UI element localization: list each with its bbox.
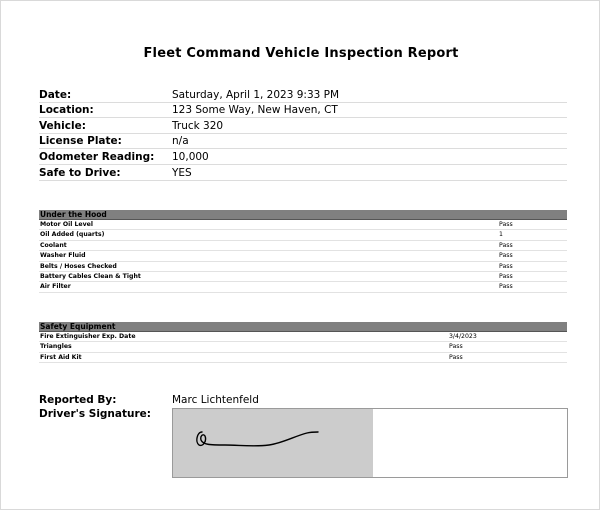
signature-box <box>172 408 568 478</box>
row-label: Oil Added (quarts) <box>40 231 105 239</box>
info-value: Saturday, April 1, 2023 9:33 PM <box>172 88 340 101</box>
row-value: Pass <box>499 283 513 291</box>
section-header: Safety Equipment <box>39 322 567 332</box>
row-label: Fire Extinguisher Exp. Date <box>40 333 136 340</box>
safety-equipment-section <box>39 322 567 363</box>
vehicle-info-table <box>39 87 567 181</box>
signature-stroke <box>173 409 373 477</box>
row-label: Coolant <box>40 241 67 249</box>
row-value: Pass <box>499 252 513 260</box>
info-row-vehicle <box>39 118 567 134</box>
reported-by-label: Reported By: <box>39 394 117 406</box>
info-row-license-plate <box>39 134 567 150</box>
signature-image <box>173 409 373 477</box>
table-row <box>39 342 567 352</box>
info-value: 123 Some Way, New Haven, CT <box>172 104 338 117</box>
info-row-safe-to-drive <box>39 165 567 181</box>
row-value: Pass <box>449 343 463 351</box>
reported-by-value: Marc Lichtenfeld <box>172 394 259 406</box>
row-value: Pass <box>499 262 513 270</box>
table-row <box>39 353 567 363</box>
table-row <box>39 230 567 240</box>
table-row <box>39 251 567 261</box>
row-label: Air Filter <box>40 283 71 291</box>
row-value: Pass <box>449 353 463 361</box>
info-value: Truck 320 <box>172 119 224 132</box>
table-row <box>39 332 567 342</box>
row-label: Washer Fluid <box>40 252 86 260</box>
info-value: n/a <box>172 135 189 148</box>
table-row <box>39 282 567 292</box>
row-value: 3/4/2023 <box>449 333 477 340</box>
info-value: YES <box>172 166 192 179</box>
row-label: Triangles <box>40 343 72 351</box>
info-label: Odometer Reading: <box>39 150 155 163</box>
info-label: Safe to Drive: <box>39 166 121 179</box>
info-row-location <box>39 103 567 119</box>
info-label: License Plate: <box>39 135 122 148</box>
table-row <box>39 241 567 251</box>
info-label: Date: <box>39 88 72 101</box>
info-label: Vehicle: <box>39 119 86 132</box>
info-row-date <box>39 87 567 103</box>
table-row <box>39 262 567 272</box>
info-label: Location: <box>39 104 94 117</box>
section-header: Under the Hood <box>39 210 567 220</box>
row-label: Motor Oil Level <box>40 221 93 228</box>
info-row-odometer <box>39 149 567 165</box>
row-label: Belts / Hoses Checked <box>40 262 117 270</box>
signature-label: Driver's Signature: <box>39 408 151 420</box>
report-title: Fleet Command Vehicle Inspection Report <box>143 46 459 61</box>
table-row <box>39 220 567 230</box>
row-label: First Aid Kit <box>40 353 82 361</box>
row-value: 1 <box>499 231 503 239</box>
row-value: Pass <box>499 221 513 228</box>
row-label: Battery Cables Clean & Tight <box>40 272 141 280</box>
under-the-hood-section <box>39 210 567 293</box>
reported-by <box>39 394 567 408</box>
table-row <box>39 272 567 282</box>
row-value: Pass <box>499 272 513 280</box>
info-value: 10,000 <box>172 150 209 163</box>
row-value: Pass <box>499 241 513 249</box>
